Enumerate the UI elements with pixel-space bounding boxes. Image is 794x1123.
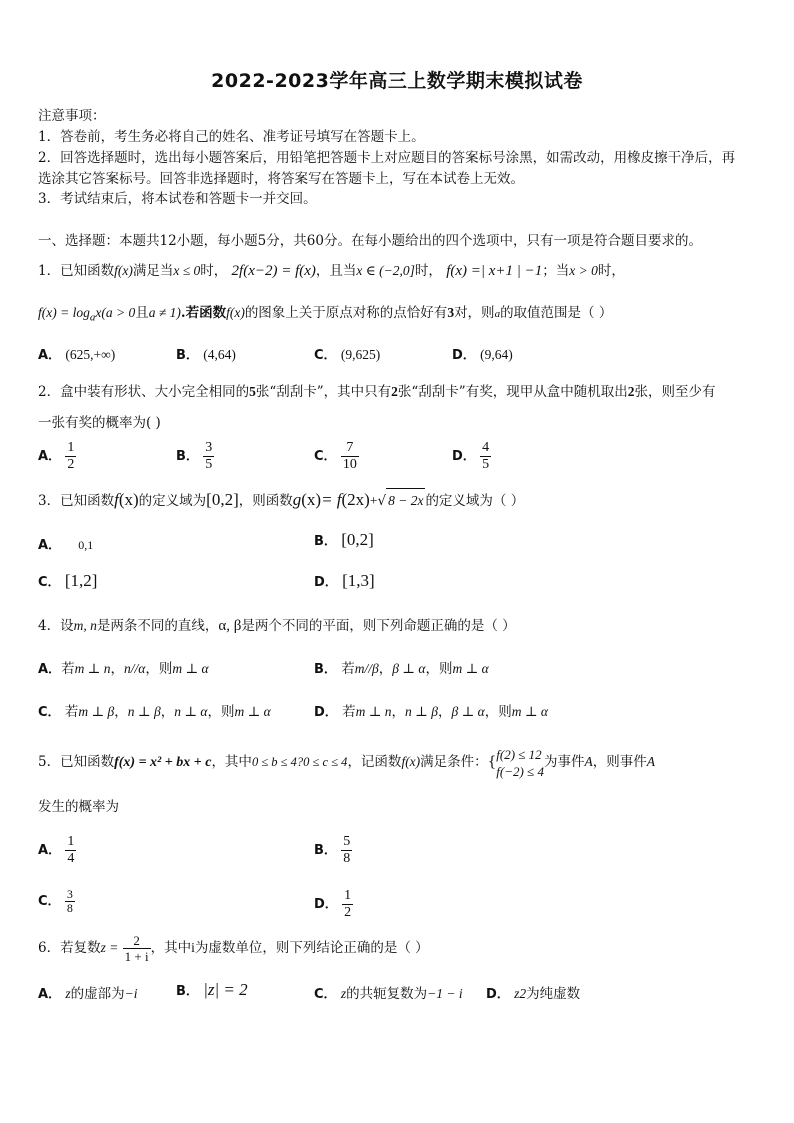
question-2-option-c[interactable]: C． $\frac{7}{10}$ xyxy=(314,440,357,472)
note-item-1: 1．答卷前，考生务必将自己的姓名、准考证号填写在答题卡上。 xyxy=(38,129,425,145)
question-4-option-d[interactable]: D． 若m ⊥ n，n ⊥ β，β ⊥ α，则m ⊥ α xyxy=(314,704,549,720)
question-5-stem: 5．已知函数f(x) = x² + bx + c，其中0 ≤ b ≤ 4?0 ≤ c ≤ 4，记函数f(x)满足条件：{ f(2) ≤ 12 f(−2) ≤ 4 为事件A，则事件A xyxy=(38,746,655,779)
page-title: 2022-2023学年高三上数学期末模拟试卷 xyxy=(211,70,583,92)
question-2-option-b[interactable]: B． $\frac{3}{5}$ xyxy=(176,440,213,472)
question-6-option-a[interactable]: A． z的虚部为−i xyxy=(38,986,138,1002)
note-item-2: 2．回答选择题时，选出每小题答案后，用铅笔把答题卡上对应题目的答案标号涂黑，如需改动，用橡皮擦干净后，再 xyxy=(38,150,736,166)
question-5-option-c[interactable]: C． $\frac{3}{8}$ xyxy=(38,887,73,915)
question-1-option-a[interactable]: A． (625,+∞) xyxy=(38,347,116,363)
question-6-option-b[interactable]: B． |z| = 2 xyxy=(176,980,248,999)
question-5-option-d[interactable]: D． $\frac{1}{2}$ xyxy=(314,888,352,920)
section-heading: 一、选择题：本题共12小题，每小题5分，共60分。在每小题给出的四个选项中，只有一项是符合题目要求的。 xyxy=(38,233,702,249)
question-1-line-2: $f(x) = \log_ax(a > 0$且a ≠ 1).若函数f(x)的图象上关于原点对称的点恰好有3对，则a的取值范围是（ ） xyxy=(38,305,613,324)
question-4-option-c[interactable]: C． 若m ⊥ β，n ⊥ β，n ⊥ α，则m ⊥ α xyxy=(38,704,271,720)
question-6-option-c[interactable]: C． z的共轭复数为−1 − i xyxy=(314,986,463,1002)
question-1-option-b[interactable]: B． (4,64) xyxy=(176,347,236,363)
question-5-option-b[interactable]: B． $\frac{5}{8}$ xyxy=(314,834,351,866)
question-3-option-b[interactable]: B． [0,2] xyxy=(314,530,374,549)
question-5-option-a[interactable]: A． $\frac{1}{4}$ xyxy=(38,834,75,866)
question-1-line-1: 1．已知函数f(x)满足当x ≤ 0时， 2f(x−2) = f(x)，且当x ∈ (−2,0]时， f(x) =| x+1 | −1；当x > 0时， xyxy=(38,263,625,279)
note-item-3: 3．考试结束后，将本试卷和答题卡一并交回。 xyxy=(38,191,317,207)
question-4-option-a[interactable]: A．若m ⊥ n，n//α，则m ⊥ α xyxy=(38,661,209,677)
question-6-option-d[interactable]: D． z2为纯虚数 xyxy=(486,986,581,1002)
question-3-option-c[interactable]: C． [1,2] xyxy=(38,571,98,590)
question-1-option-d[interactable]: D． (9,64) xyxy=(452,347,513,363)
question-3-option-a[interactable]: A． 0,1 xyxy=(38,538,94,553)
notes-heading: 注意事项： xyxy=(38,108,106,124)
question-4-option-b[interactable]: B． 若m//β，β ⊥ α，则m ⊥ α xyxy=(314,661,489,677)
question-3-option-d[interactable]: D． [1,3] xyxy=(314,571,375,590)
question-1-option-c[interactable]: C． (9,625) xyxy=(314,347,381,363)
question-2-line-1: 2．盒中装有形状、大小完全相同的5张“刮刮卡”，其中只有2张“刮刮卡”有奖，现甲从盒中随机取出2张，则至少有 xyxy=(38,384,716,400)
question-2-option-d[interactable]: D． $\frac{4}{5}$ xyxy=(452,440,490,472)
question-4-stem: 4．设m, n是两条不同的直线，α, β是两个不同的平面，则下列命题正确的是（ ） xyxy=(38,618,516,634)
question-3-stem: 3．已知函数f(x)的定义域为[0,2]，则函数g(x)= f(2x)+√ 8 − 2x 的定义域为（ ） xyxy=(38,488,764,513)
question-2-line-2: 一张有奖的概率为( ) xyxy=(38,415,161,431)
note-item-2-cont: 选涂其它答案标号。回答非选择题时，将答案写在答题卡上，写在本试卷上无效。 xyxy=(38,171,524,187)
question-6-stem: 6．若复数z = $\frac{2}{1 + i}$ ，其中i为虚数单位，则下列结论正确的是（ ） xyxy=(38,933,429,964)
question-5-line-2: 发生的概率为 xyxy=(38,799,119,815)
question-2-option-a[interactable]: A． $\frac{1}{2}$ xyxy=(38,440,75,472)
